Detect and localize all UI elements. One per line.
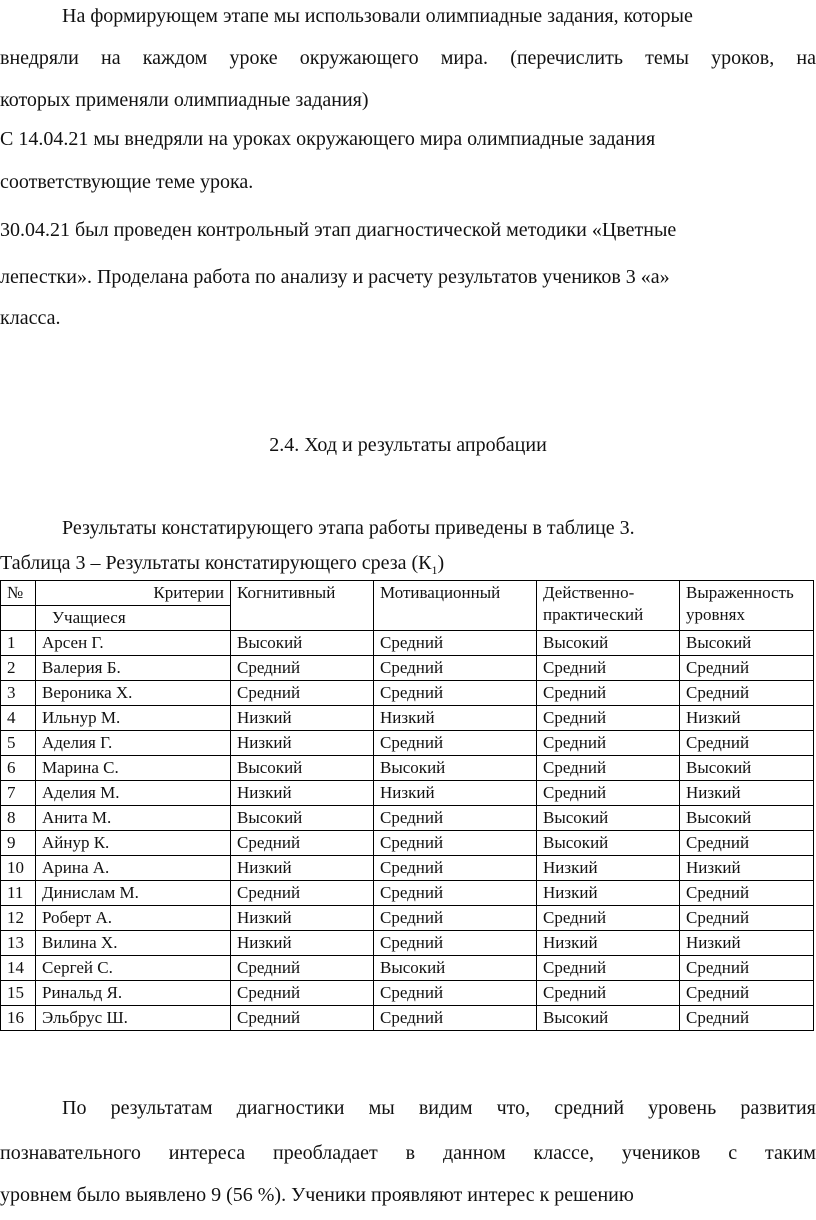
cell-num: 7 bbox=[1, 781, 36, 806]
cell-practical: Средний bbox=[537, 656, 680, 681]
cell-level: Низкий bbox=[680, 781, 814, 806]
table-row bbox=[1, 731, 814, 756]
cell-student: Вероника Х. bbox=[36, 681, 231, 706]
header-cognitive: Когнитивный bbox=[231, 581, 374, 631]
cell-student: Роберт А. bbox=[36, 906, 231, 931]
cell-practical: Низкий bbox=[537, 931, 680, 956]
cell-student: Арина А. bbox=[36, 856, 231, 881]
table-caption-subscript: 1 bbox=[431, 563, 438, 577]
cell-practical: Низкий bbox=[537, 881, 680, 906]
header-practical bbox=[537, 581, 680, 631]
cell-num: 5 bbox=[1, 731, 36, 756]
cell-student: Аделия М. bbox=[36, 781, 231, 806]
word: уроке bbox=[229, 47, 278, 69]
cell-student: Ильнур М. bbox=[36, 706, 231, 731]
table-row bbox=[1, 981, 814, 1006]
cell-level: Низкий bbox=[680, 706, 814, 731]
cell-motivational: Высокий bbox=[374, 756, 537, 781]
cell-level: Низкий bbox=[680, 931, 814, 956]
header-empty-cell bbox=[1, 606, 36, 631]
cell-student: Сергей С. bbox=[36, 956, 231, 981]
cell-num: 6 bbox=[1, 756, 36, 781]
cell-num: 2 bbox=[1, 656, 36, 681]
table-row bbox=[1, 956, 814, 981]
cell-cognitive: Низкий bbox=[231, 781, 374, 806]
text-line: лепестки». Проделана работа по анализу и расчету результатов учеников 3 «а» bbox=[0, 266, 670, 288]
cell-cognitive: Низкий bbox=[231, 731, 374, 756]
cell-cognitive: Средний bbox=[231, 831, 374, 856]
cell-num: 1 bbox=[1, 631, 36, 656]
cell-cognitive: Низкий bbox=[231, 906, 374, 931]
cell-motivational: Средний bbox=[374, 831, 537, 856]
cell-num: 12 bbox=[1, 906, 36, 931]
cell-cognitive: Низкий bbox=[231, 931, 374, 956]
cell-num: 8 bbox=[1, 806, 36, 831]
table-row bbox=[1, 781, 814, 806]
text-line bbox=[0, 1096, 816, 1120]
header-motivational: Мотивационный bbox=[374, 581, 537, 631]
cell-student: Арсен Г. bbox=[36, 631, 231, 656]
header-practical-line1: Действенно- bbox=[543, 583, 635, 602]
cell-num: 4 bbox=[1, 706, 36, 731]
cell-practical: Высокий bbox=[537, 806, 680, 831]
word: темы bbox=[645, 47, 689, 69]
cell-num: 15 bbox=[1, 981, 36, 1006]
word: интереса bbox=[168, 1142, 246, 1164]
cell-num: 11 bbox=[1, 881, 36, 906]
table-row bbox=[1, 881, 814, 906]
table-row bbox=[1, 831, 814, 856]
cell-motivational: Низкий bbox=[374, 781, 537, 806]
cell-practical: Средний bbox=[537, 731, 680, 756]
header-students: Учащиеся bbox=[36, 606, 231, 631]
cell-student: Валерия Б. bbox=[36, 656, 231, 681]
cell-motivational: Низкий bbox=[374, 706, 537, 731]
word: классе, bbox=[533, 1142, 594, 1164]
cell-motivational: Средний bbox=[374, 656, 537, 681]
word: что, bbox=[496, 1097, 531, 1119]
cell-cognitive: Высокий bbox=[231, 806, 374, 831]
cell-level: Средний bbox=[680, 981, 814, 1006]
cell-practical: Средний bbox=[537, 681, 680, 706]
cell-level: Средний bbox=[680, 881, 814, 906]
results-table bbox=[0, 580, 814, 1031]
cell-motivational: Средний bbox=[374, 631, 537, 656]
word: уровень bbox=[648, 1097, 717, 1119]
cell-level: Средний bbox=[680, 906, 814, 931]
cell-level: Высокий bbox=[680, 806, 814, 831]
cell-cognitive: Средний bbox=[231, 881, 374, 906]
cell-cognitive: Высокий bbox=[231, 756, 374, 781]
word: в bbox=[405, 1142, 416, 1164]
cell-cognitive: Средний bbox=[231, 656, 374, 681]
cell-motivational: Средний bbox=[374, 906, 537, 931]
header-level bbox=[680, 581, 814, 631]
word: результатам bbox=[110, 1097, 213, 1119]
cell-student: Динислам М. bbox=[36, 881, 231, 906]
table-intro: Результаты констатирующего этапа работы приведены в таблице 3. bbox=[62, 517, 635, 539]
cell-level: Средний bbox=[680, 956, 814, 981]
table-caption-text: Таблица 3 – Результаты констатирующего среза (К bbox=[0, 552, 432, 574]
cell-student: Вилина Х. bbox=[36, 931, 231, 956]
table-row bbox=[1, 706, 814, 731]
word: таким bbox=[764, 1142, 816, 1164]
text-line: С 14.04.21 мы внедряли на уроках окружающего мира олимпиадные задания bbox=[0, 128, 656, 150]
header-num: № bbox=[1, 581, 36, 606]
word: на bbox=[796, 47, 816, 69]
table-body bbox=[1, 631, 814, 1031]
cell-level: Низкий bbox=[680, 856, 814, 881]
table-row bbox=[1, 681, 814, 706]
header-level-line1: Выраженность bbox=[686, 583, 794, 602]
cell-num: 10 bbox=[1, 856, 36, 881]
cell-level: Средний bbox=[680, 831, 814, 856]
cell-level: Средний bbox=[680, 656, 814, 681]
table-row bbox=[1, 631, 814, 656]
text-line bbox=[0, 46, 816, 70]
cell-cognitive: Средний bbox=[231, 681, 374, 706]
cell-practical: Высокий bbox=[537, 1006, 680, 1031]
cell-level: Средний bbox=[680, 681, 814, 706]
word: (перечислить bbox=[510, 47, 623, 69]
word: внедряли bbox=[0, 47, 79, 69]
word: мы bbox=[368, 1097, 395, 1119]
cell-cognitive: Низкий bbox=[231, 706, 374, 731]
header-practical-line2: практический bbox=[543, 605, 644, 624]
table-row bbox=[1, 756, 814, 781]
cell-student: Аделия Г. bbox=[36, 731, 231, 756]
cell-cognitive: Средний bbox=[231, 956, 374, 981]
text-line: На формирующем этапе мы использовали олимпиадные задания, которые bbox=[62, 5, 693, 27]
cell-practical: Средний bbox=[537, 756, 680, 781]
cell-motivational: Средний bbox=[374, 881, 537, 906]
cell-practical: Высокий bbox=[537, 831, 680, 856]
cell-motivational: Средний bbox=[374, 731, 537, 756]
table-row bbox=[1, 656, 814, 681]
word: данном bbox=[442, 1142, 506, 1164]
word: развития bbox=[740, 1097, 816, 1119]
table-caption-close: ) bbox=[437, 552, 445, 574]
text-line: класса. bbox=[0, 307, 61, 329]
cell-num: 14 bbox=[1, 956, 36, 981]
cell-level: Высокий bbox=[680, 756, 814, 781]
cell-student: Марина С. bbox=[36, 756, 231, 781]
word: По bbox=[62, 1097, 87, 1119]
cell-motivational: Средний bbox=[374, 806, 537, 831]
word: познавательного bbox=[0, 1142, 141, 1164]
cell-cognitive: Средний bbox=[231, 981, 374, 1006]
cell-practical: Средний bbox=[537, 981, 680, 1006]
cell-num: 3 bbox=[1, 681, 36, 706]
cell-practical: Средний bbox=[537, 906, 680, 931]
table-row bbox=[1, 1006, 814, 1031]
cell-practical: Высокий bbox=[537, 631, 680, 656]
cell-student: Ринальд Я. bbox=[36, 981, 231, 1006]
word: средний bbox=[554, 1097, 625, 1119]
word: на bbox=[101, 47, 121, 69]
text-line: соответствующие теме урока. bbox=[0, 171, 254, 193]
cell-cognitive: Высокий bbox=[231, 631, 374, 656]
table-row bbox=[1, 906, 814, 931]
cell-num: 13 bbox=[1, 931, 36, 956]
cell-level: Средний bbox=[680, 1006, 814, 1031]
cell-practical: Средний bbox=[537, 706, 680, 731]
word: учеников bbox=[621, 1142, 701, 1164]
cell-num: 16 bbox=[1, 1006, 36, 1031]
cell-level: Средний bbox=[680, 731, 814, 756]
cell-practical: Средний bbox=[537, 781, 680, 806]
word: уроков, bbox=[711, 47, 775, 69]
cell-student: Эльбрус Ш. bbox=[36, 1006, 231, 1031]
word: каждом bbox=[142, 47, 208, 69]
text-line: уровнем было выявлено 9 (56 %). Ученики проявляют интерес к решению bbox=[0, 1184, 634, 1206]
cell-num: 9 bbox=[1, 831, 36, 856]
cell-cognitive: Средний bbox=[231, 1006, 374, 1031]
header-criteria: Критерии bbox=[36, 581, 231, 606]
text-line bbox=[0, 1141, 816, 1165]
text-line: которых применяли олимпиадные задания) bbox=[0, 89, 369, 111]
table-row bbox=[1, 856, 814, 881]
word: преобладает bbox=[272, 1142, 378, 1164]
word: видим bbox=[418, 1097, 473, 1119]
cell-practical: Средний bbox=[537, 956, 680, 981]
table-header-row bbox=[1, 581, 814, 606]
cell-motivational: Высокий bbox=[374, 956, 537, 981]
cell-motivational: Средний bbox=[374, 856, 537, 881]
table-caption bbox=[0, 551, 816, 582]
cell-cognitive: Низкий bbox=[231, 856, 374, 881]
word: мира. bbox=[440, 47, 489, 69]
table-row bbox=[1, 931, 814, 956]
cell-motivational: Средний bbox=[374, 1006, 537, 1031]
cell-motivational: Средний bbox=[374, 931, 537, 956]
text-line: 30.04.21 был проведен контрольный этап диагностической методики «Цветные bbox=[0, 219, 677, 241]
cell-practical: Низкий bbox=[537, 856, 680, 881]
word: диагностики bbox=[236, 1097, 345, 1119]
table-row bbox=[1, 806, 814, 831]
cell-motivational: Средний bbox=[374, 981, 537, 1006]
word: окружающего bbox=[299, 47, 419, 69]
word: с bbox=[728, 1142, 738, 1164]
cell-student: Анита М. bbox=[36, 806, 231, 831]
cell-student: Айнур К. bbox=[36, 831, 231, 856]
section-heading: 2.4. Ход и результаты апробации bbox=[269, 434, 547, 456]
cell-level: Высокий bbox=[680, 631, 814, 656]
header-level-line2: уровнях bbox=[686, 605, 745, 624]
cell-motivational: Средний bbox=[374, 681, 537, 706]
